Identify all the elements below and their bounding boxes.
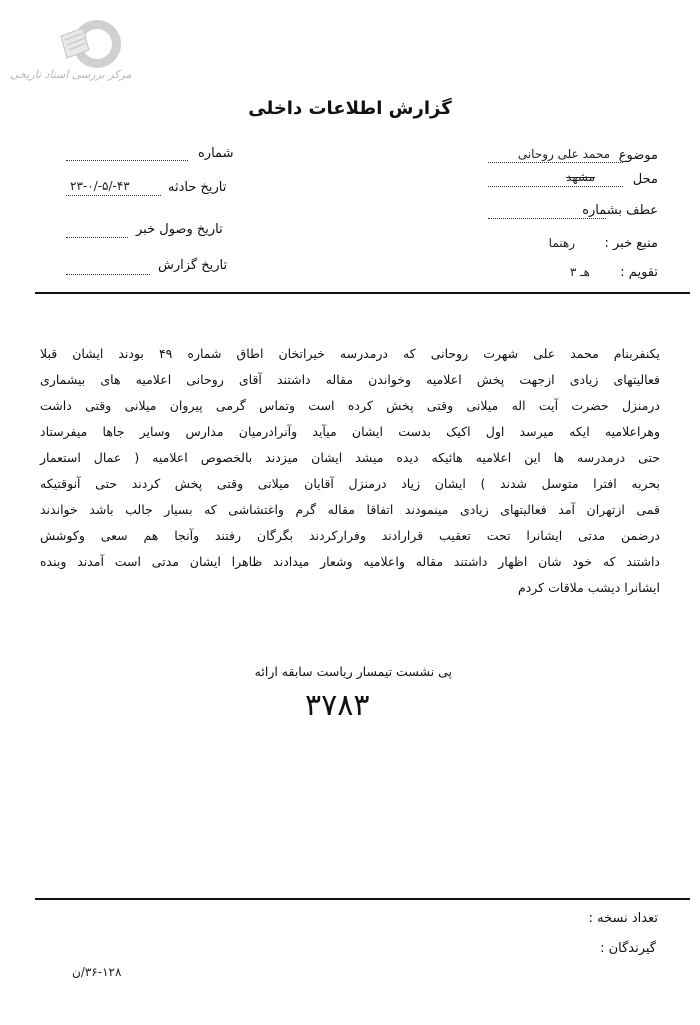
- followup-note: پی نشست تیمسار ریاست سابقه ارائه: [254, 664, 452, 679]
- report-date-label: تاریخ گزارش: [158, 258, 228, 273]
- number-line: [66, 146, 188, 161]
- header-divider: [35, 292, 690, 294]
- report-line: فعالیتهای زیادی ازجهت پخش اعلامیه وخواندن مقاله داشتند آقای روحانی اعلامیه های بیشماری: [40, 372, 660, 387]
- rating-value: هـ ۳: [569, 265, 590, 279]
- archive-logo-text: مرکز بررسی اسناد تاریخی: [10, 68, 132, 81]
- subject-label: موضوع: [618, 148, 658, 163]
- copies-label: تعداد نسخه :: [588, 911, 658, 926]
- reference-label: عطف بشماره: [582, 203, 658, 218]
- report-line: ایشانرا دیشب ملاقات کردم: [517, 580, 660, 595]
- source-label: منبع خبر :: [604, 236, 658, 251]
- received-date-line: [66, 223, 128, 238]
- received-date-label: تاریخ وصول خبر: [136, 222, 223, 237]
- report-line: یکنفربنام محمد علی شهرت روحانی که درمدرسه خیراتخان اطاق شماره ۴۹ بودند ایشان قبلا: [40, 346, 660, 361]
- place-line: [488, 172, 623, 187]
- place-value: مشهد: [566, 170, 595, 184]
- place-label: محل: [632, 172, 658, 187]
- archive-logo: [55, 14, 125, 70]
- report-line: درمنزل حضرت آیت اله میلانی وقتی پخش کرده است وتماس گرمی پیروان میلانی وقتی داشت: [40, 398, 660, 413]
- report-line: قمی ازتهران آمد فعالیتهای زیادی مینمودند اتفاقا مقاله گرم واغتشاشی که بسیار جالب باشد خواندند: [40, 502, 660, 517]
- report-line: داشتند که خود شان اظهار داشتند مقاله واعلامیه وشعار میدادند ظاهرا ایشان مدتی است آمدند وبنده: [40, 554, 660, 569]
- recipients-label: گیرندگان :: [600, 941, 656, 956]
- footer-divider: [35, 898, 690, 900]
- incident-date-value: ۲۳-۰/-۵/-۴۳: [70, 179, 130, 193]
- report-title: گزارش اطلاعات داخلی: [248, 98, 452, 119]
- rating-label: تقویم :: [620, 265, 658, 280]
- number-label: شماره: [198, 146, 234, 161]
- subject-value: محمد علی روحانی: [517, 147, 610, 161]
- archive-emblem-icon: [55, 14, 125, 70]
- handwritten-number: ۳۷۸۳: [305, 688, 370, 723]
- source-value: رهنما: [548, 236, 575, 250]
- report-line: وهراعلامیه ایکه میرسد اول اکیک بدست ایشان میآید وآنرادرمیان مدارس وسایر جاها میفرستاد: [40, 424, 660, 439]
- incident-date-label: تاریخ حادثه: [168, 180, 227, 195]
- report-date-line: [66, 260, 150, 275]
- form-code: ۳۶-۱۲۸/ن: [72, 965, 122, 979]
- reference-line: [488, 204, 606, 219]
- report-line: بحربه افترا متوسل شدند ) ایشان زیاد درمنزل آقایان میلانی وقتی پخش کردند حتی آنوقتیکه: [40, 476, 660, 491]
- report-line: درضمن مدتی ایشانرا تحت تعقیب قرارادند وفرارکردند بگرگان رفتند وآنجا هم سعی وکوشش: [40, 528, 660, 543]
- report-line: حتی درمدرسه ها این اعلامیه هائیکه دیده میشد ایشان میزدند بالخصوص اعلامیه ( عمال استعمار: [40, 450, 660, 465]
